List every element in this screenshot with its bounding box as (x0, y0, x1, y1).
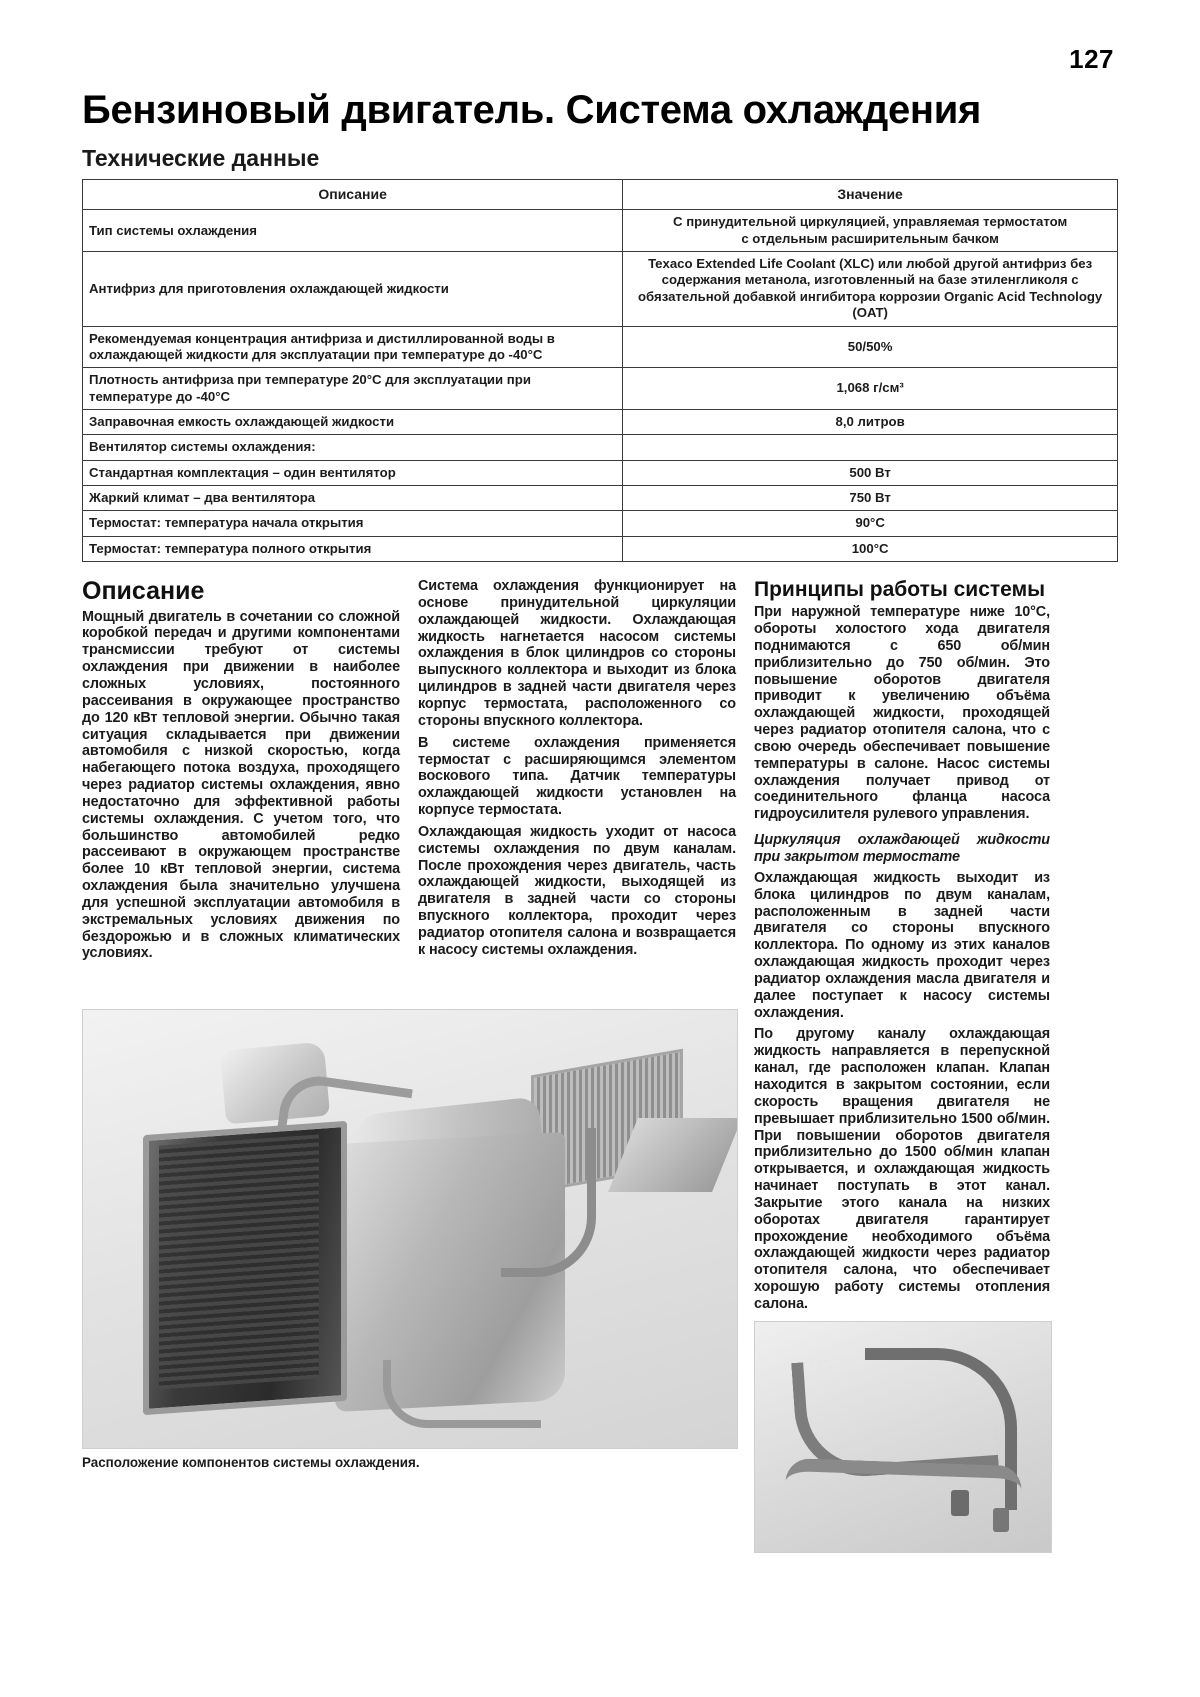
column2-paragraph: В системе охлаждения применяется термостат с расширяющимся элементом воскового типа. Датчик температуры охлаждающей жидкости установлен на корпусе термостата. (418, 734, 736, 819)
technical-data-table (82, 179, 1118, 562)
cell-description: Плотность антифриза при температуре 20°С для эксплуатации при температуре до -40°С (83, 368, 623, 410)
main-figure-block (82, 999, 736, 1470)
chapter-title: Бензиновый двигатель. Система охлаждения (82, 88, 982, 132)
column2-paragraph: Система охлаждения функционирует на основе принудительной циркуляции охлаждающей жидкости. Охлаждающая жидкость нагнетается насосом системы охлаждения в блок цилиндров со стороны выпускного коллектора и выходит из блока цилиндров в задней части двигателя через корпус термостата, расположенного со стороны впускного коллектора. (418, 578, 736, 729)
cell-description: Вентилятор системы охлаждения: (83, 435, 623, 460)
cell-value (623, 210, 1118, 252)
column3-subheading: Циркуляция охлаждающей жидкости при закрытом термостате (754, 832, 1050, 866)
column-principles (754, 578, 1050, 1553)
column2-paragraph: Охлаждающая жидкость уходит от насоса системы охлаждения по двум каналам. После прохождения через двигатель, часть охлаждающей жидкости, выходящей из двигателя в задней части со стороны впускного коллектора, проходит через радиатор отопителя салона и возвращается к насосу системы охлаждения. (418, 823, 736, 958)
column1-paragraph: Мощный двигатель в сочетании со сложной коробкой передач и другими компонентами трансмиссии требуют от системы охлаждения при движении в наиболее сложных условиях, постоянного рассеивания в окружающее пространство до 120 кВт тепловой энергии. Обычно такая ситуация складывается при движении автомобиля с низкой скоростью, когда набегающего потока воздуха, проходящего через радиатор системы охлаждения, явно недостаточно для эффективной работы системы охлаждения. С учетом того, что большинство автомобилей редко рассеивают в окружающем пространстве более 10 кВт тепловой энергии, система охлаждения была значительно улучшена для успешной эксплуатации автомобиля в экстремальных условиях движения по бездорожью и в сложных климатических условиях. (82, 608, 400, 962)
pipe-shape (784, 1458, 1022, 1539)
hose-shape (501, 1128, 596, 1277)
cell-value (623, 435, 1118, 460)
cell-value: 750 Вт (623, 486, 1118, 511)
figure-coolant-pipes (754, 1321, 1052, 1553)
cell-value: Texaco Extended Life Coolant (XLC) или любой другой антифриз без содержания метанола, изготовленный на базе этиленгликоля с обязательной добавкой ингибитора коррозии Organic Acid Technology (OAT) (623, 252, 1118, 326)
cell-value: 8,0 литров (623, 409, 1118, 434)
table-row (83, 536, 1118, 561)
column-header-description: Описание (83, 180, 623, 210)
column3-heading: Принципы работы системы (754, 578, 1046, 602)
table-row (83, 210, 1118, 252)
cell-description: Термостат: температура начала открытия (83, 511, 623, 536)
cell-value: 1,068 г/см³ (623, 368, 1118, 410)
cell-description: Термостат: температура полного открытия (83, 536, 623, 561)
figure-cooling-system-layout (82, 1009, 738, 1449)
table-row (83, 326, 1118, 368)
cell-description: Жаркий климат – два вентилятора (83, 486, 623, 511)
column1-heading: Описание (82, 577, 205, 606)
cell-value: 90°С (623, 511, 1118, 536)
table-row (83, 511, 1118, 536)
page-number: 127 (1069, 44, 1114, 74)
table-row (83, 486, 1118, 511)
cell-value-line1: С принудительной циркуляцией, управляемая термостатом (673, 214, 1068, 230)
figure-caption: Расположение компонентов системы охлаждения. (82, 1455, 420, 1470)
table-row (83, 460, 1118, 485)
table-row (83, 252, 1118, 326)
column-header-value: Значение (623, 180, 1118, 210)
section-heading-technical-data: Технические данные (82, 145, 320, 171)
cell-description: Стандартная комплектация – один вентилятор (83, 460, 623, 485)
cell-value: 100°С (623, 536, 1118, 561)
column3-paragraph: При наружной температуре ниже 10°С, обороты холостого хода двигателя поднимаются с 650 об/мин приблизительно до 750 об/мин. Это повышение оборотов двигателя приводит к увеличению объёма охлаждающей жидкости, проходящей через радиатор отопителя салона, что с свою очередь обеспечивает повышение температуры в салоне. Насос системы охлаждения получает привод от соединительного фланца насоса гидроусилителя рулевого управления. (754, 604, 1050, 823)
cell-value: 50/50% (623, 326, 1118, 368)
table-row (83, 409, 1118, 434)
radiator-core-shape (159, 1134, 319, 1389)
clamp-shape (993, 1508, 1009, 1532)
cell-value-line2: с отдельным расширительным бачком (741, 230, 999, 246)
cell-description: Антифриз для приготовления охлаждающей жидкости (83, 252, 623, 326)
page-content (82, 44, 1118, 1553)
hose-shape (383, 1360, 541, 1428)
cell-description: Тип системы охлаждения (83, 210, 623, 252)
cell-description: Рекомендуемая концентрация антифриза и дистиллированной воды в охлаждающей жидкости для эксплуатации при температуре до -40°С (83, 326, 623, 368)
cell-description: Заправочная емкость охлаждающей жидкости (83, 409, 623, 434)
table-row-group (83, 435, 1118, 460)
table-body (83, 210, 1118, 562)
clamp-shape (951, 1490, 969, 1516)
column3-paragraph: По другому каналу охлаждающая жидкость направляется в перепускной канал, где расположен клапан. Клапан находится в закрытом состоянии, если скорость вращения двигателя не превышает приблизительно 1500 об/мин. При повышении оборотов двигателя приблизительно до 1500 об/мин клапан открывается, и охлаждающая жидкость начинает поступать в этот канал. Закрытие этого канала на низких оборотах двигателя гарантирует прохождение необходимого объёма охлаждающей жидкости через радиатор отопителя салона, что обеспечивает хорошую работу системы отопления салона. (754, 1026, 1050, 1312)
column3-paragraph: Охлаждающая жидкость выходит из блока цилиндров по двум каналам, расположенным в задней части двигателя со стороны впускного коллектора. По одному из этих каналов охлаждающая жидкость проходит через радиатор охлаждения масла двигателя и далее поступает к насосу системы охлаждения. (754, 869, 1050, 1021)
table-row (83, 368, 1118, 410)
table-header-row (83, 180, 1118, 210)
cell-value: 500 Вт (623, 460, 1118, 485)
